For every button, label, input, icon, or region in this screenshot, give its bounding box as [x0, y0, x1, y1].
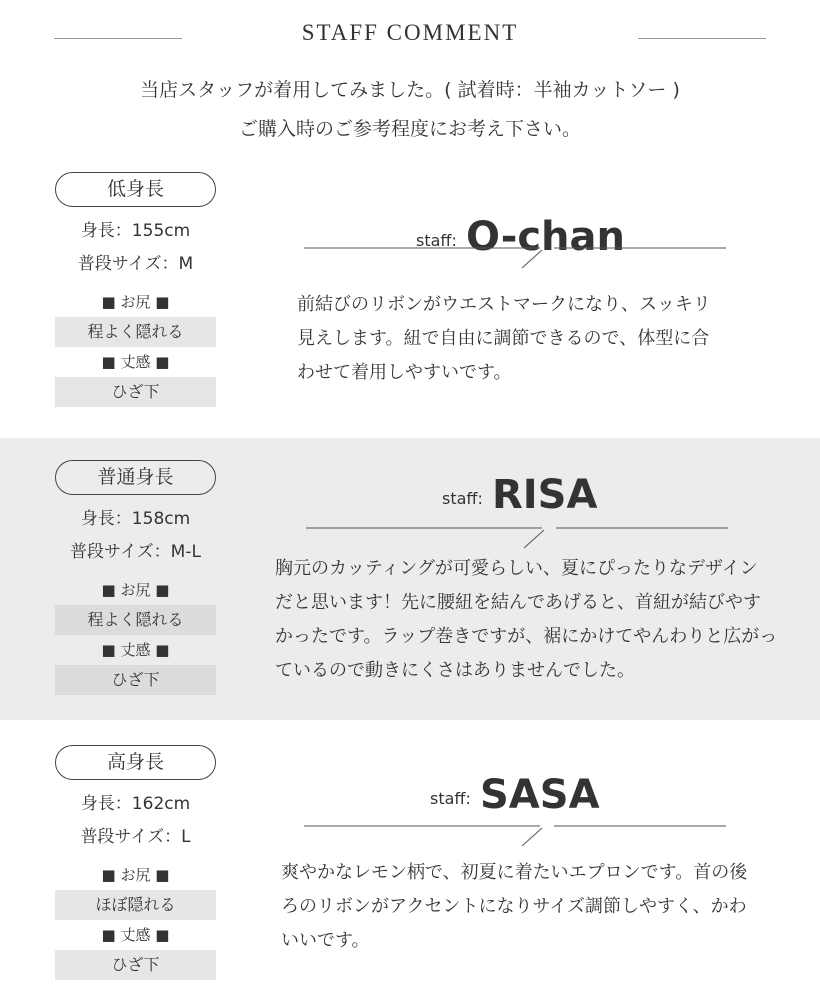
- comment-line: いいです。: [281, 930, 370, 951]
- intro-text-line2: ご購入時のご参考程度にお考え下さい。: [238, 118, 581, 140]
- comment-line: かったです。ラップ巻きですが、裾にかけてやんわりと広がっ: [275, 626, 778, 647]
- hip-label: ■ お尻 ■: [101, 581, 170, 599]
- staff-name-heading: [428, 758, 628, 818]
- staff-comment: [275, 552, 795, 688]
- section-title: STAFF COMMENT: [301, 20, 519, 45]
- staff-name: SASA: [480, 772, 600, 818]
- staff-name: O-chan: [466, 214, 626, 260]
- comment-line: 前結びのリボンがウエストマークになり、スッキリ: [297, 294, 711, 315]
- height-value: 身長：162cm: [80, 794, 191, 814]
- name-divider: [304, 822, 734, 846]
- staff-comment-header: [0, 0, 820, 160]
- hip-label: ■ お尻 ■: [101, 866, 170, 884]
- comment-line: だと思います！先に腰紐を結んであげると、首紐が結びやす: [275, 592, 761, 613]
- staff-comment: [281, 856, 771, 958]
- hip-label: ■ お尻 ■: [101, 293, 170, 311]
- staff-label: staff:: [416, 231, 457, 250]
- length-label: ■ 丈感 ■: [101, 641, 170, 659]
- staff-section-o-chan: [0, 160, 820, 438]
- intro-text-line1: 当店スタッフが着用してみました。( 試着時：半袖カットソー ): [140, 79, 680, 101]
- staff-section-risa: [0, 438, 820, 720]
- comment-line: 見えします。紐で自由に調節できるので、体型に合: [297, 328, 710, 349]
- length-value: ひざ下: [55, 950, 216, 980]
- staff-profile-sasa: [55, 745, 216, 980]
- height-category-badge: 高身長: [55, 745, 216, 780]
- staff-name: RISA: [492, 472, 598, 518]
- length-value: ひざ下: [55, 377, 216, 407]
- height-category-badge: 普通身長: [55, 460, 216, 495]
- staff-section-sasa: [0, 720, 820, 1000]
- staff-name-heading: [440, 458, 640, 518]
- usual-size-value: 普段サイズ：M-L: [70, 542, 201, 562]
- comment-line: ているので動きにくさはありませんでした。: [275, 660, 635, 681]
- length-value: ひざ下: [55, 665, 216, 695]
- staff-label: staff:: [442, 489, 483, 508]
- comment-line: 胸元のカッティングが可愛らしい、夏にぴったりなデザイン: [275, 558, 758, 579]
- usual-size-value: 普段サイズ：M: [77, 254, 194, 274]
- comment-line: 爽やかなレモン柄で、初夏に着たいエプロンです。首の後: [281, 862, 748, 883]
- height-category-badge: 低身長: [55, 172, 216, 207]
- name-divider: [306, 524, 736, 548]
- comment-line: ろのリボンがアクセントになりサイズ調節しやすく、かわ: [281, 896, 747, 917]
- length-label: ■ 丈感 ■: [101, 353, 170, 371]
- name-divider: [304, 244, 734, 268]
- staff-label: staff:: [430, 789, 471, 808]
- staff-comment: [297, 288, 767, 390]
- hip-coverage-value: ほぼ隠れる: [55, 890, 216, 920]
- hip-coverage-value: 程よく隠れる: [55, 605, 216, 635]
- header-rule-right: [638, 38, 766, 39]
- staff-profile-risa: [55, 460, 216, 695]
- height-value: 身長：158cm: [80, 509, 191, 529]
- height-value: 身長：155cm: [80, 221, 191, 241]
- usual-size-value: 普段サイズ：L: [80, 827, 191, 847]
- comment-line: わせて着用しやすいです。: [297, 362, 512, 383]
- hip-coverage-value: 程よく隠れる: [55, 317, 216, 347]
- staff-profile-o-chan: [55, 172, 216, 407]
- length-label: ■ 丈感 ■: [101, 926, 170, 944]
